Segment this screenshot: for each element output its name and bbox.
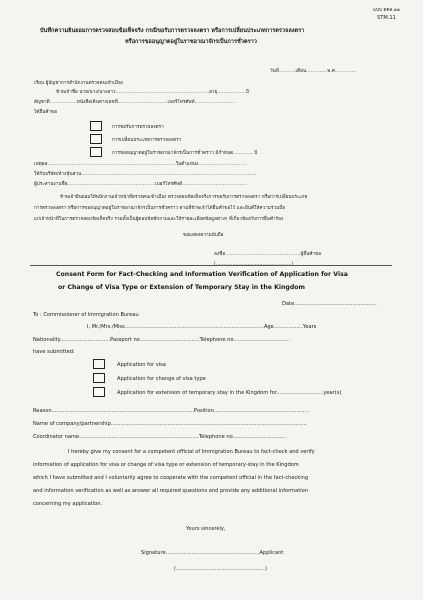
english-body-line1: I hereby give my consent for a competent official of Immigration Bureau to fact-check and verify — [68, 449, 315, 455]
thai-option-change: การเปลี่ยนประเภทการตรวจลงตรา — [112, 138, 182, 143]
thai-date-line: วันที่...........เดือน..............พ.ศ.............. — [270, 69, 357, 74]
english-option-change-checkbox[interactable] — [93, 373, 105, 383]
thai-to-line: เรียน ผู้บัญชาการสำนักงานตรวจคนเข้าเมือง — [34, 81, 124, 86]
english-option-change: Application for change of visa type — [117, 376, 206, 382]
english-name-line: I, Mr./Mrs./Miss......................................................................................Age..................Years — [87, 324, 317, 330]
section-divider — [30, 265, 392, 266]
thai-option-visa: การขอรับการตรวจลงตรา — [112, 125, 164, 130]
english-body-line2: information of application for visa or change of visa type or extension of temporary-stay in the Kingdom — [33, 462, 299, 468]
thai-option-visa-checkbox[interactable] — [90, 121, 102, 131]
english-closing: Yours sincerely, — [186, 526, 226, 532]
thai-option-extension: การขออนุญาตอยู่ในราชอาณาจักรเป็นการชั่วคราว มีกำหนด..............ปี — [112, 151, 258, 156]
thai-nationality-line: สัญชาติ..................หนังสือเดินทางเลขที่.................................เบอร์โทรศัพท์........................... — [34, 100, 236, 105]
english-body-line5: concerning my application. — [33, 501, 103, 507]
thai-body-line3: แก่เจ้าหน้าที่ในการตรวจสอบข้อเท็จจริง รวมทั้งเป็นผู้ตอบข้อซักถามและให้รายละเอียดข้อมูลต่างๆ ที่เกี่ยวข้องกับการยื่นคำร้อง — [34, 217, 284, 222]
english-signature: Signature..........................................................Applicant — [141, 550, 284, 556]
english-title-line1: Consent Form for Fact-Checking and Information Verification of Application for Visa — [56, 271, 348, 278]
form-code-latin: STM.11 — [377, 15, 396, 21]
thai-company-line: ให้กับบริษัท/ห้างหุ้นส่วน.................................................................................................................... — [34, 172, 257, 177]
thai-submitted-label: ได้ยื่นคำขอ — [34, 110, 58, 115]
english-nationality-line: Nationality...............................Passport no.....................................Telephone no................................... — [33, 337, 291, 343]
english-option-extension: Application for extension of temporary stay in the Kingdom for.............................year(s) — [117, 390, 342, 396]
thai-option-extension-checkbox[interactable] — [90, 147, 102, 157]
thai-body-line2: การตรวจลงตรา หรือการขออนุญาตอยู่ในราชอาณาจักรเป็นการชั่วคราว ตามที่ข้าพเจ้าได้ยื่นคำขอไว้ และยินดีให้ความร่วมมือ — [34, 206, 286, 211]
thai-signature-paren: (..................................................) — [214, 262, 294, 267]
form-code-thai: แบบ ตคล.๑๑ — [373, 8, 400, 13]
english-to-line: To : Commissioner of Immigration Bureau — [33, 312, 139, 318]
thai-title-line2: หรือการขออนุญาตอยู่ในราชอาณาจักรเป็นการชั่วคราว — [125, 39, 257, 45]
english-coordinator-line: Coordinator name..........................................................................Telephone no................................. — [33, 434, 287, 440]
english-submitted-label: have submitted: — [33, 349, 75, 355]
english-body-line3: which I have submitted and I voluntarily agree to cooperate with the competent official in the fact-checking — [33, 475, 309, 481]
thai-reason-line: เหตุผล.....................................................................................ในตำแหน่ง................................ — [34, 162, 247, 167]
english-title-line2: or Change of Visa Type or Extension of Temporary Stay in the Kingdom — [58, 284, 305, 291]
thai-name-line: ข้าพเจ้าชื่อ นาย/นาง/นางสาว..............................................................อายุ...................ปี — [56, 90, 249, 95]
english-reason-line: Reason........................................................................................Position........................................................... — [33, 408, 310, 414]
english-option-visa-checkbox[interactable] — [93, 359, 105, 369]
thai-body-line1: ข้าพเจ้ายินยอมให้พนักงานเจ้าหน้าที่ตรวจคนเข้าเมือง ตรวจสอบข้อเท็จจริงการขอรับการตรวจลงตรา หรือการเปลี่ยนประเภท — [60, 195, 308, 200]
english-date-line: Date................................................... — [282, 301, 377, 307]
english-option-extension-checkbox[interactable] — [93, 387, 105, 397]
english-body-line4: and information verification as well as answer all required questions and provide any additional information — [33, 488, 308, 494]
thai-title-line1: บันทึกความยินยอมการตรวจสอบข้อเท็จจริง กรณีขอรับการตรวจลงตรา หรือการเปลี่ยนประเภทการตรวจลงตรา — [40, 28, 305, 34]
thai-signature: ลงชื่อ..................................................ผู้ยื่นคำขอ — [214, 252, 322, 257]
thai-option-change-checkbox[interactable] — [90, 134, 102, 144]
english-signature-paren: (.......................................................) — [174, 566, 268, 572]
thai-coordinator-line: ผู้ประสานงานชื่อ..........................................................เบอร์โทรศัพท์........................................... — [34, 182, 248, 187]
thai-closing: ขอแสดงความนับถือ — [183, 233, 224, 238]
english-option-visa: Application for visa — [117, 362, 166, 368]
english-company-line: Name of company/partnership......................................................................................................................... — [33, 421, 307, 427]
